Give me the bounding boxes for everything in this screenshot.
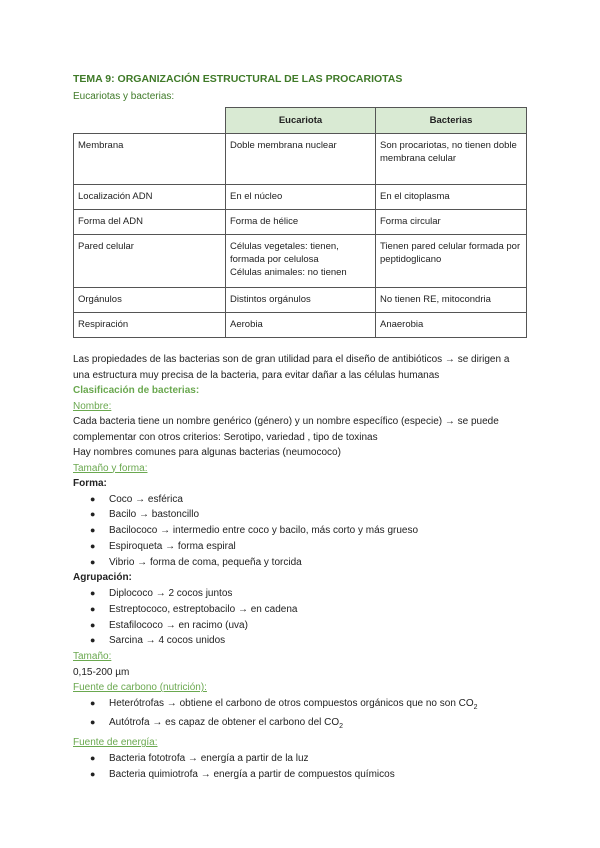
table-row [74,288,527,313]
cell-bacterias: No tienen RE, mitocondria [376,288,527,313]
bullet-icon: ● [90,509,96,520]
list-item: ● Heterótrofas → obtiene el carbono de otros compuestos orgánicos que no son $CO_2$ [90,697,478,711]
bullet-icon: ● [90,768,96,779]
cell-bacterias: Anaerobia [376,313,527,338]
cell-eucariota [226,235,376,288]
document-page [73,72,528,782]
table-row [74,313,527,338]
bullet-icon: ● [90,493,96,504]
table-corner [74,108,226,134]
cell-bacterias: Tienen pared celular formada por peptidoglicano [376,235,527,288]
nombre-heading: Nombre: [73,400,112,412]
document-title: TEMA 9: ORGANIZACIÓN ESTRUCTURAL DE LAS PROCARIOTAS [73,73,403,85]
list-item: ● Vibrio → forma de coma, pequeña y torcida [73,555,528,571]
forma-list [73,492,528,571]
list-item: ● Bacilo → bastoncillo [73,507,528,523]
list-item: ● Estreptococo, estreptobacilo → en cadena [73,602,528,618]
nombre-common: Hay nombres comunes para algunas bacterias (neumococo) [73,447,341,458]
classification-heading: Clasificación de bacterias: [73,385,200,396]
agrupacion-label: Agrupación: [73,572,132,584]
row-label: Forma del ADN [74,210,226,235]
cell-bacterias: Forma circular [376,210,527,235]
document-subtitle: Eucariotas y bacterias: [73,91,175,102]
list-item: ● Diplococo → 2 cocos juntos [73,586,528,602]
list-item: ● Sarcina → 4 cocos unidos [73,633,528,649]
bullet-icon: ● [90,635,96,646]
table-row [74,134,527,185]
list-item: ● Estafilococo → en racimo (uva) [73,618,528,634]
bullet-icon: ● [90,619,96,630]
cell-eucariota: En el núcleo [226,185,376,210]
energia-heading: Fuente de energía: [73,737,158,749]
row-label: Respiración [74,313,226,338]
bullet-icon: ● [90,717,96,728]
row-label: Orgánulos [74,288,226,313]
cell-bacterias: Son procariotas, no tienen doble membrana celular [376,134,527,185]
tamano-forma-heading: Tamaño y forma: [73,462,148,474]
list-item: ● Espiroqueta → forma espiral [73,539,528,555]
table-header-row [74,108,527,134]
tamano-heading: Tamaño: [73,651,112,663]
header-bacterias: Bacterias [376,108,527,134]
bullet-icon: ● [90,603,96,614]
cell-line: Células vegetales: tienen, formada por celulosa [230,241,339,265]
bullet-icon: ● [90,697,96,708]
bullet-icon: ● [90,540,96,551]
table-row [74,185,527,210]
carbono-heading: Fuente de carbono (nutrición): [73,682,207,694]
energia-list [73,751,528,783]
bullet-icon: ● [90,752,96,763]
tamano-value: 0,15-200 µm [73,666,130,678]
cell-line: Células animales: no tienen [230,267,347,278]
cell-eucariota: Doble membrana nuclear [226,134,376,185]
comparison-table [73,107,527,338]
list-item: ● Bacteria quimiotrofa → energía a partir de compuestos químicos [73,767,528,783]
list-item: ● Autótrofa → es capaz de obtener el carbono del $CO_2$ [90,717,344,731]
table-row [74,210,527,235]
bullet-icon: ● [90,525,96,536]
cell-eucariota: Aerobia [226,313,376,338]
list-item: ● Bacilococo → intermedio entre coco y bacilo, más corto y más grueso [73,523,528,539]
intro-paragraph: Las propiedades de las bacterias son de gran utilidad para el diseño de antibióticos → se dirigen a una estructura muy precisa de la bacteria, para evitar dañar a las células humanas [73,354,510,381]
row-label: Localización ADN [74,185,226,210]
table-row [74,235,527,288]
list-item: ● Coco → esférica [73,492,528,508]
subscript-2: 2 [339,723,344,731]
row-label: Membrana [74,134,226,185]
row-label: Pared celular [74,235,226,288]
forma-label: Forma: [73,478,107,489]
cell-eucariota: Forma de hélice [226,210,376,235]
cell-bacterias: En el citoplasma [376,185,527,210]
bullet-icon: ● [90,587,96,598]
header-eucariota: Eucariota [226,108,376,134]
nombre-paragraph: Cada bacteria tiene un nombre genérico (género) y un nombre específico (especie) → se puede complementar con otros criterios: Serotipo, variedad , tipo de toxinas [73,416,499,443]
cell-eucariota: Distintos orgánulos [226,288,376,313]
list-item: ● Bacteria fototrofa → energía a partir de la luz [73,751,528,767]
subscript-2: 2 [473,703,478,711]
agrupacion-list [73,586,528,649]
carbono-list [73,696,528,736]
bullet-icon: ● [90,556,96,567]
